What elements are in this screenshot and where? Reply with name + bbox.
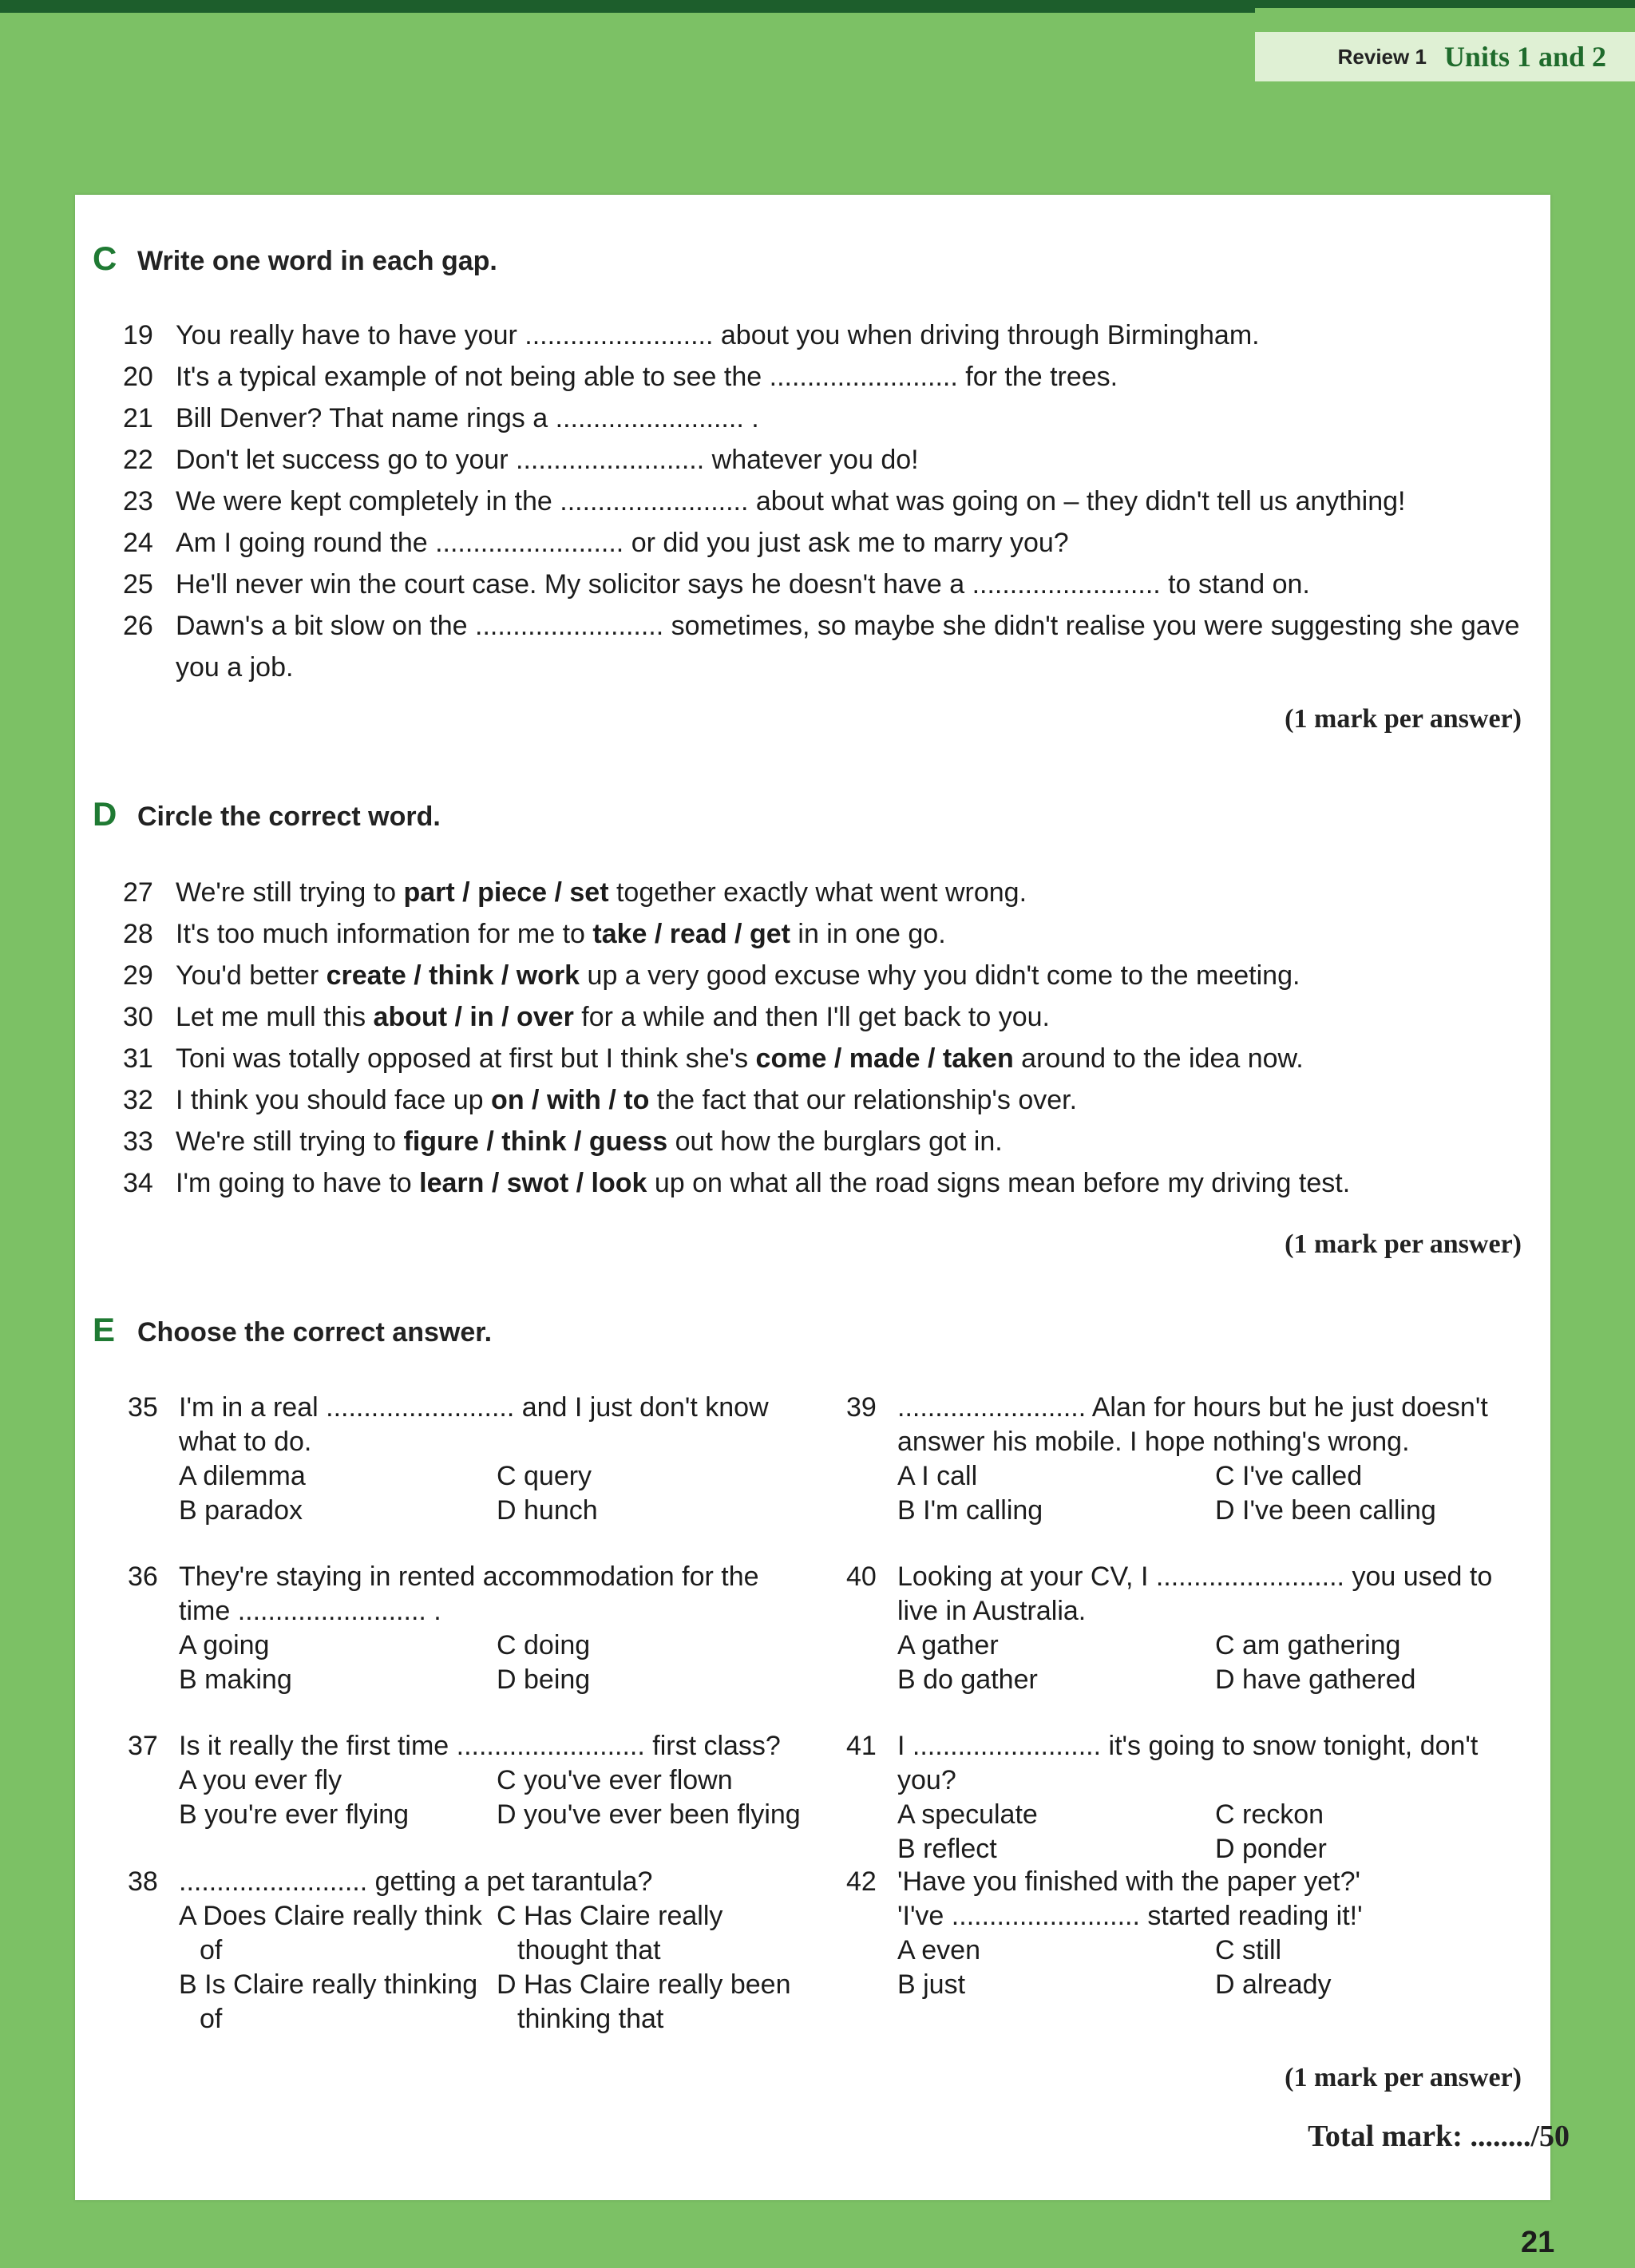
question-number: 23 xyxy=(123,486,153,517)
section-d-heading xyxy=(93,795,441,833)
section-title: Write one word in each gap. xyxy=(137,246,497,276)
word-option[interactable]: on xyxy=(491,1085,525,1115)
option-d[interactable]: D you've ever been flying xyxy=(497,1799,801,1830)
question-text-after: about you when driving through Birmingham. xyxy=(713,320,1260,350)
question-text-after: and I just don't know what to do. xyxy=(179,1392,769,1457)
question-42 xyxy=(846,1865,1533,2002)
question-23 xyxy=(123,481,1528,522)
option-separator: / xyxy=(547,877,570,908)
option-b[interactable]: B making xyxy=(179,1664,292,1695)
option-separator: / xyxy=(726,919,750,949)
answer-gap: ......................... xyxy=(516,445,705,475)
question-text-before: Don't let success go to your xyxy=(176,445,517,475)
question-row xyxy=(128,1391,814,1528)
word-option[interactable]: look xyxy=(591,1168,647,1198)
word-option[interactable]: come xyxy=(755,1043,827,1074)
question-text-after: in in one go. xyxy=(790,919,946,949)
question-stem xyxy=(897,1560,1533,1629)
question-text-after: around to the idea now. xyxy=(1013,1043,1304,1074)
option-a[interactable]: A dilemma xyxy=(179,1461,306,1491)
question-body xyxy=(897,1865,1533,2002)
option-b[interactable]: B just xyxy=(897,1969,966,2000)
answer-gap: ......................... xyxy=(769,362,958,392)
question-row xyxy=(846,1865,1533,2002)
top-bar-right xyxy=(1255,0,1635,8)
question-38 xyxy=(128,1865,814,2036)
answer-gap: ......................... xyxy=(951,1901,1140,1931)
option-separator: / xyxy=(920,1043,943,1074)
option-c[interactable]: C still xyxy=(1215,1935,1282,1965)
total-mark: Total mark: ......../50 xyxy=(1308,2120,1570,2153)
question-number: 19 xyxy=(123,320,153,350)
question-stem xyxy=(179,1391,814,1459)
question-text-after: started reading it!' xyxy=(1139,1901,1363,1931)
question-text-before: I think you should face up xyxy=(176,1085,492,1115)
question-text-before: Dawn's a bit slow on the xyxy=(176,611,476,641)
option-d[interactable]: D already xyxy=(1215,1969,1332,2000)
question-text xyxy=(176,872,1528,913)
option-separator: / xyxy=(484,1168,507,1198)
question-text-after: sometimes, so maybe she didn't realise you were suggesting she gave you a job. xyxy=(176,611,1520,683)
question-41 xyxy=(846,1729,1533,1866)
option-d[interactable]: D I've been calling xyxy=(1215,1495,1436,1526)
answer-options xyxy=(897,1629,1533,1697)
question-text-after: out how the burglars got in. xyxy=(667,1126,1003,1157)
question-text xyxy=(176,315,1528,356)
answer-gap: ......................... xyxy=(237,1596,426,1626)
unit-header xyxy=(1255,32,1635,81)
word-option[interactable]: to xyxy=(624,1085,650,1115)
question-stem xyxy=(179,1865,814,1899)
question-text-after: . xyxy=(426,1596,441,1626)
option-separator: / xyxy=(454,877,478,908)
question-row xyxy=(128,1560,814,1697)
marks-note: (1 mark per answer) xyxy=(1285,1229,1522,1259)
question-number: 41 xyxy=(846,1731,877,1761)
option-separator: / xyxy=(493,960,517,991)
question-39 xyxy=(846,1391,1533,1528)
question-34 xyxy=(123,1162,1528,1204)
word-option[interactable]: create xyxy=(326,960,406,991)
question-text-before: Toni was totally opposed at first but I think she's xyxy=(176,1043,756,1074)
question-text xyxy=(176,996,1528,1038)
question-text-before: Is it really the first time xyxy=(179,1731,457,1761)
question-text xyxy=(176,605,1528,688)
question-number: 33 xyxy=(123,1126,153,1157)
question-37 xyxy=(128,1729,814,1832)
question-text-after: up on what all the road signs mean before my driving test. xyxy=(647,1168,1351,1198)
word-option[interactable]: piece xyxy=(477,877,548,908)
question-text-before: Looking at your CV, I xyxy=(897,1561,1156,1592)
question-text-after: up a very good excuse why you didn't come to the meeting. xyxy=(580,960,1300,991)
question-number: 37 xyxy=(128,1731,158,1761)
question-text xyxy=(176,1162,1528,1204)
option-d[interactable]: D hunch xyxy=(497,1495,598,1526)
question-text-before: It's a typical example of not being able to see the xyxy=(176,362,770,392)
section-letter: D xyxy=(93,795,117,833)
question-stem xyxy=(897,1899,1533,1934)
question-number: 29 xyxy=(123,960,153,991)
question-text xyxy=(176,398,1528,439)
option-d[interactable]: D Has Claire really been thinking that xyxy=(497,1969,791,2034)
word-option[interactable]: guess xyxy=(588,1126,668,1157)
question-body xyxy=(897,1729,1533,1866)
section-letter: E xyxy=(93,1311,116,1348)
question-text-after: for the trees. xyxy=(957,362,1118,392)
question-body xyxy=(179,1391,814,1528)
answer-gap: ......................... xyxy=(912,1731,1102,1761)
option-separator: / xyxy=(568,1168,592,1198)
answer-options xyxy=(897,1459,1533,1528)
word-option[interactable]: made xyxy=(849,1043,920,1074)
option-b[interactable]: B Is Claire really thinking of xyxy=(179,1969,478,2034)
option-b[interactable]: B I'm calling xyxy=(897,1495,1043,1526)
answer-gap: ......................... xyxy=(179,1866,368,1897)
option-separator: / xyxy=(524,1085,547,1115)
option-separator: / xyxy=(406,960,430,991)
section-c-heading xyxy=(93,239,497,278)
question-row xyxy=(846,1391,1533,1528)
question-body xyxy=(897,1560,1533,1697)
question-30 xyxy=(123,996,1528,1038)
question-text-before: Bill Denver? That name rings a xyxy=(176,403,556,433)
question-text-after: you used to live in Australia. xyxy=(897,1561,1493,1626)
option-separator: / xyxy=(447,1002,470,1032)
answer-options xyxy=(179,1629,814,1697)
question-22 xyxy=(123,439,1528,481)
question-number: 38 xyxy=(128,1866,158,1897)
option-c[interactable]: C you've ever flown xyxy=(497,1765,733,1795)
question-25 xyxy=(123,564,1528,605)
option-b[interactable]: B you're ever flying xyxy=(179,1799,410,1830)
question-text-before: We're still trying to xyxy=(176,1126,404,1157)
answer-options xyxy=(179,1459,814,1528)
question-31 xyxy=(123,1038,1528,1079)
question-text-before: 'I've xyxy=(897,1901,952,1931)
answer-gap: ......................... xyxy=(560,486,749,517)
question-text xyxy=(176,564,1528,605)
answer-gap: ......................... xyxy=(555,403,744,433)
question-number: 26 xyxy=(123,611,153,641)
option-a[interactable]: A gather xyxy=(897,1630,999,1660)
word-option[interactable]: with xyxy=(546,1085,601,1115)
question-row xyxy=(128,1729,814,1832)
question-text-before: I'm going to have to xyxy=(176,1168,420,1198)
question-stem xyxy=(897,1729,1533,1798)
worksheet-page xyxy=(75,195,1570,2200)
word-option[interactable]: get xyxy=(749,919,790,949)
question-text-after: first class? xyxy=(644,1731,781,1761)
question-row xyxy=(846,1729,1533,1866)
question-text-before: You'd better xyxy=(176,960,327,991)
option-separator: / xyxy=(826,1043,849,1074)
question-text-before: I xyxy=(897,1731,913,1761)
question-text-before: Let me mull this xyxy=(176,1002,374,1032)
question-text-before: Am I going round the xyxy=(176,528,436,558)
question-number: 35 xyxy=(128,1392,158,1423)
question-27 xyxy=(123,872,1528,913)
question-stem xyxy=(179,1560,814,1629)
question-number: 39 xyxy=(846,1392,877,1423)
question-text-after: getting a pet tarantula? xyxy=(367,1866,653,1897)
question-text xyxy=(176,955,1528,996)
answer-gap: ......................... xyxy=(972,569,1161,600)
question-body xyxy=(179,1865,814,2036)
option-a[interactable]: A even xyxy=(897,1935,980,1965)
answer-options xyxy=(897,1934,1533,2002)
word-option[interactable]: over xyxy=(516,1002,574,1032)
answer-gap: ......................... xyxy=(897,1392,1087,1423)
option-c[interactable]: C reckon xyxy=(1215,1799,1324,1830)
option-d[interactable]: D ponder xyxy=(1215,1834,1327,1864)
question-text-after: . xyxy=(743,403,759,433)
word-option[interactable]: about xyxy=(373,1002,448,1032)
option-b[interactable]: B paradox xyxy=(179,1495,303,1526)
answer-gap: ......................... xyxy=(475,611,664,641)
option-separator: / xyxy=(600,1085,624,1115)
option-separator: / xyxy=(566,1126,589,1157)
question-21 xyxy=(123,398,1528,439)
question-stem xyxy=(179,1729,814,1763)
word-option[interactable]: swot xyxy=(506,1168,569,1198)
marks-note: (1 mark per answer) xyxy=(1285,2063,1522,2092)
question-text-after: the fact that our relationship's over. xyxy=(649,1085,1078,1115)
question-body xyxy=(897,1391,1533,1528)
question-text-before: We're still trying to xyxy=(176,877,404,908)
units-label: Units 1 and 2 xyxy=(1443,41,1606,73)
question-text-before: It's too much information for me to xyxy=(176,919,593,949)
question-row xyxy=(128,1865,814,2036)
question-26 xyxy=(123,605,1528,688)
question-32 xyxy=(123,1079,1528,1121)
option-separator: / xyxy=(647,919,670,949)
review-label: Review 1 xyxy=(1337,44,1427,69)
question-text-before: They're staying in rented accommodation for the time xyxy=(179,1561,759,1626)
option-c[interactable]: C Has Claire really thought that xyxy=(497,1901,723,1965)
word-option[interactable]: set xyxy=(569,877,609,908)
section-e-heading xyxy=(93,1311,492,1349)
answer-gap: ......................... xyxy=(435,528,624,558)
question-row xyxy=(846,1560,1533,1697)
question-text xyxy=(176,522,1528,564)
question-text xyxy=(176,1038,1528,1079)
question-number: 32 xyxy=(123,1085,153,1115)
question-number: 40 xyxy=(846,1561,877,1592)
word-option[interactable]: think xyxy=(429,960,494,991)
question-stem xyxy=(897,1391,1533,1459)
option-separator: / xyxy=(493,1002,517,1032)
option-c[interactable]: C am gathering xyxy=(1215,1630,1401,1660)
question-number: 36 xyxy=(128,1561,158,1592)
word-option[interactable]: read xyxy=(669,919,727,949)
option-c[interactable]: C doing xyxy=(497,1630,591,1660)
section-title: Choose the correct answer. xyxy=(137,1317,493,1348)
question-text xyxy=(176,1121,1528,1162)
question-29 xyxy=(123,955,1528,996)
answer-gap: ......................... xyxy=(525,320,714,350)
question-body xyxy=(179,1729,814,1832)
question-text xyxy=(176,481,1528,522)
question-40 xyxy=(846,1560,1533,1697)
word-option[interactable]: take xyxy=(592,919,647,949)
answer-options xyxy=(179,1763,814,1832)
question-number: 22 xyxy=(123,445,153,475)
question-number: 27 xyxy=(123,877,153,908)
question-text xyxy=(176,356,1528,398)
page-number: 21 xyxy=(1521,2226,1555,2259)
option-c[interactable]: C I've called xyxy=(1215,1461,1363,1491)
answer-gap: ......................... xyxy=(1155,1561,1345,1592)
top-bar xyxy=(0,0,1255,13)
option-d[interactable]: D have gathered xyxy=(1215,1664,1416,1695)
question-text-after: to stand on. xyxy=(1160,569,1310,600)
question-text xyxy=(176,439,1528,481)
question-number: 25 xyxy=(123,569,153,600)
word-option[interactable]: figure xyxy=(403,1126,479,1157)
question-text-after: together exactly what went wrong. xyxy=(608,877,1027,908)
option-a[interactable]: A Does Claire really think of xyxy=(179,1901,482,1965)
question-number: 21 xyxy=(123,403,153,433)
answer-options xyxy=(897,1798,1533,1866)
question-text xyxy=(176,913,1528,955)
option-b[interactable]: B reflect xyxy=(897,1834,997,1864)
section-d-questions xyxy=(123,872,1528,1204)
question-line: 'Have you finished with the paper yet?' xyxy=(897,1866,1360,1897)
option-b[interactable]: B do gather xyxy=(897,1664,1038,1695)
answer-gap: ......................... xyxy=(456,1731,645,1761)
section-c-questions xyxy=(123,315,1528,688)
question-body xyxy=(179,1560,814,1697)
question-text-before: We were kept completely in the xyxy=(176,486,560,517)
option-a[interactable]: A going xyxy=(179,1630,270,1660)
question-number: 24 xyxy=(123,528,153,558)
word-option[interactable]: work xyxy=(516,960,580,991)
option-a[interactable]: A I call xyxy=(897,1461,978,1491)
question-19 xyxy=(123,315,1528,356)
question-text-after: for a while and then I'll get back to you. xyxy=(573,1002,1050,1032)
answer-gap: ......................... xyxy=(326,1392,515,1423)
option-a[interactable]: A speculate xyxy=(897,1799,1038,1830)
section-title: Circle the correct word. xyxy=(137,802,441,832)
word-option[interactable]: in xyxy=(469,1002,494,1032)
question-text-after: Alan for hours but he just doesn't answer his mobile. I hope nothing's wrong. xyxy=(897,1392,1488,1457)
question-36 xyxy=(128,1560,814,1697)
question-text-before: He'll never win the court case. My solicitor says he doesn't have a xyxy=(176,569,972,600)
question-28 xyxy=(123,913,1528,955)
question-text-after: whatever you do! xyxy=(704,445,919,475)
option-separator: / xyxy=(478,1126,502,1157)
marks-note: (1 mark per answer) xyxy=(1285,704,1522,734)
question-33 xyxy=(123,1121,1528,1162)
question-text-after: it's going to snow tonight, don't you? xyxy=(897,1731,1479,1795)
word-option[interactable]: learn xyxy=(419,1168,485,1198)
word-option[interactable]: think xyxy=(501,1126,567,1157)
word-option[interactable]: taken xyxy=(942,1043,1014,1074)
question-number: 42 xyxy=(846,1866,877,1897)
question-number: 28 xyxy=(123,919,153,949)
answer-options xyxy=(179,1899,814,2036)
word-option[interactable]: part xyxy=(403,877,455,908)
option-d[interactable]: D being xyxy=(497,1664,591,1695)
question-number: 31 xyxy=(123,1043,153,1074)
question-number: 30 xyxy=(123,1002,153,1032)
question-35 xyxy=(128,1391,814,1528)
question-text-after: or did you just ask me to marry you? xyxy=(624,528,1069,558)
option-a[interactable]: A you ever fly xyxy=(179,1765,342,1795)
question-number: 20 xyxy=(123,362,153,392)
section-letter: C xyxy=(93,239,117,277)
question-text-after: about what was going on – they didn't tell us anything! xyxy=(748,486,1406,517)
question-text xyxy=(176,1079,1528,1121)
question-20 xyxy=(123,356,1528,398)
question-number: 34 xyxy=(123,1168,153,1198)
question-text-before: I'm in a real xyxy=(179,1392,327,1423)
question-24 xyxy=(123,522,1528,564)
question-text-before: You really have to have your xyxy=(176,320,525,350)
option-c[interactable]: C query xyxy=(497,1461,592,1491)
